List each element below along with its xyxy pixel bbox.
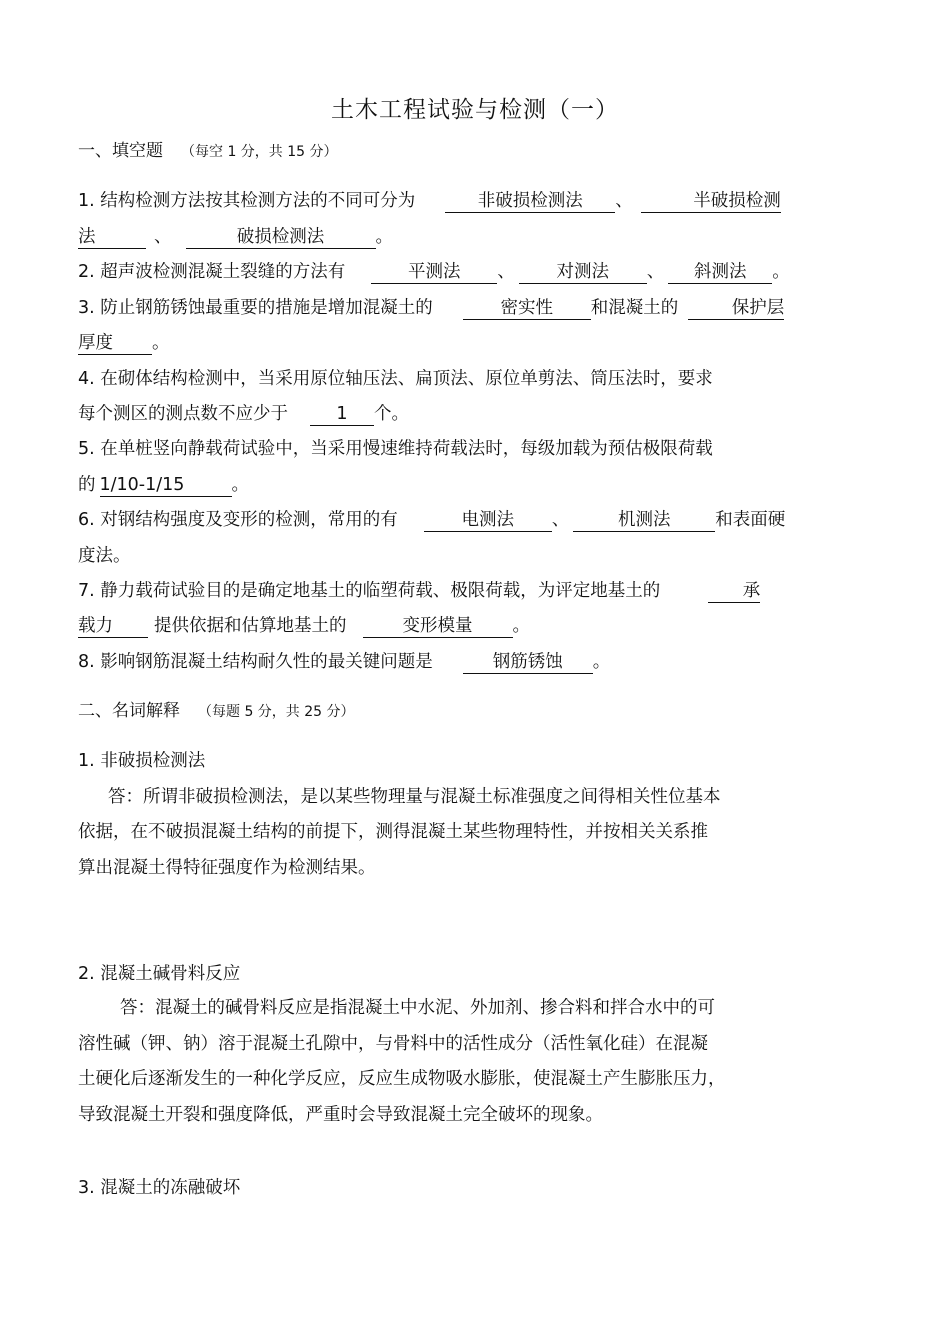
- section-heading-definitions: [78, 699, 355, 724]
- answer-blank: 对测法: [519, 261, 647, 284]
- separator: 、: [646, 262, 665, 282]
- question-3-cont: [78, 331, 170, 355]
- separator: 、: [154, 227, 172, 247]
- question-text: 和表面硬: [715, 510, 786, 530]
- punctuation: 。: [512, 616, 530, 636]
- question-1-cont: [78, 225, 393, 249]
- question-3: [78, 296, 784, 320]
- page-title: 土木工程试验与检测（一）: [331, 97, 619, 123]
- question-5: 5. 在单桩竖向静载荷试验中，当采用慢速维持荷载法时，每级加载为预估极限荷载: [78, 439, 713, 459]
- question-4: 4. 在砌体结构检测中，当采用原位轴压法、扁顶法、原位单剪法、筒压法时，要求: [78, 369, 713, 389]
- answer-blank: 厚度: [78, 332, 152, 355]
- punctuation: 。: [231, 475, 249, 495]
- section-heading-fill-in: [78, 139, 338, 164]
- section-title: 一、填空题: [78, 141, 163, 161]
- answer-blank: 承: [708, 580, 760, 603]
- answer-line: 导致混凝土开裂和强度降低，严重时会导致混凝土完全破坏的现象。: [78, 1105, 603, 1125]
- question-text: 6. 对钢结构强度及变形的检测，常用的有: [78, 510, 398, 530]
- answer-blank: 载力: [78, 615, 148, 638]
- answer-blank: 平测法: [371, 261, 497, 284]
- separator: 、: [615, 191, 633, 211]
- question-2: [78, 260, 790, 284]
- answer-blank: 变形模量: [363, 615, 513, 638]
- term-1-title: 1. 非破损检测法: [78, 751, 206, 771]
- question-text: 的: [78, 475, 96, 495]
- question-4-cont: [78, 402, 409, 426]
- answer-line: 算出混凝土得特征强度作为检测结果。: [78, 858, 376, 878]
- term-2-title: 2. 混凝土碱骨料反应: [78, 964, 241, 984]
- question-5-cont: [78, 473, 249, 497]
- section-note: （每空 1 分，共 15 分）: [181, 144, 338, 160]
- question-7-cont: [78, 614, 530, 638]
- section-note: （每题 5 分，共 25 分）: [198, 704, 355, 720]
- answer-blank: 保护层: [688, 297, 784, 320]
- question-text: 2. 超声波检测混凝土裂缝的方法有: [78, 262, 346, 282]
- answer-line: 答：混凝土的碱骨料反应是指混凝土中水泥、外加剂、掺合料和拌合水中的可: [120, 998, 715, 1018]
- question-6-cont: 度法。: [78, 546, 131, 566]
- punctuation: 。: [152, 333, 170, 353]
- question-text: 每个测区的测点数不应少于: [78, 404, 288, 424]
- question-text: 7. 静力载荷试验目的是确定地基土的临塑荷载、极限荷载，为评定地基土的: [78, 581, 661, 601]
- question-text: 和混凝土的: [590, 298, 679, 318]
- answer-blank: 非破损检测法: [445, 190, 615, 213]
- question-text: 8. 影响钢筋混凝土结构耐久性的最关键问题是: [78, 652, 433, 672]
- answer-blank: 法: [78, 226, 146, 249]
- answer-line: 答：所谓非破损检测法，是以某些物理量与混凝土标准强度之间得相关性位基本: [108, 787, 721, 807]
- question-1: [78, 189, 781, 213]
- question-text: 提供依据和估算地基土的: [154, 616, 347, 636]
- question-text: 个。: [374, 404, 409, 424]
- answer-blank: 斜测法: [668, 261, 772, 284]
- question-7: [78, 579, 760, 603]
- punctuation: 。: [772, 262, 790, 282]
- term-3-title: 3. 混凝土的冻融破坏: [78, 1178, 241, 1198]
- question-6: [78, 508, 785, 532]
- section-title: 二、名词解释: [78, 701, 180, 721]
- question-8: [78, 650, 610, 674]
- answer-blank: 1/10-1/15: [100, 474, 232, 497]
- separator: 、: [497, 262, 515, 282]
- answer-blank: 密实性: [463, 297, 591, 320]
- answer-line: 溶性碱（钾、钠）溶于混凝土孔隙中，与骨料中的活性成分（活性氧化硅）在混凝: [78, 1034, 708, 1054]
- answer-blank: 电测法: [424, 509, 552, 532]
- answer-blank: 机测法: [573, 509, 715, 532]
- separator: 、: [551, 510, 570, 530]
- question-text: 3. 防止钢筋锈蚀最重要的措施是增加混凝土的: [78, 298, 433, 318]
- answer-blank: 钢筋锈蚀: [463, 651, 593, 674]
- punctuation: 。: [375, 227, 393, 247]
- question-text: 1. 结构检测方法按其检测方法的不同可分为: [78, 191, 416, 211]
- answer-blank: 破损检测法: [186, 226, 376, 249]
- answer-blank: 1: [310, 403, 374, 426]
- punctuation: 。: [592, 652, 611, 672]
- answer-line: 依据，在不破损混凝土结构的前提下，测得混凝土某些物理特性，并按相关关系推: [78, 822, 708, 842]
- answer-blank: 半破损检测: [641, 190, 781, 213]
- answer-line: 土硬化后逐渐发生的一种化学反应，反应生成物吸水膨胀，使混凝土产生膨胀压力，: [78, 1069, 726, 1089]
